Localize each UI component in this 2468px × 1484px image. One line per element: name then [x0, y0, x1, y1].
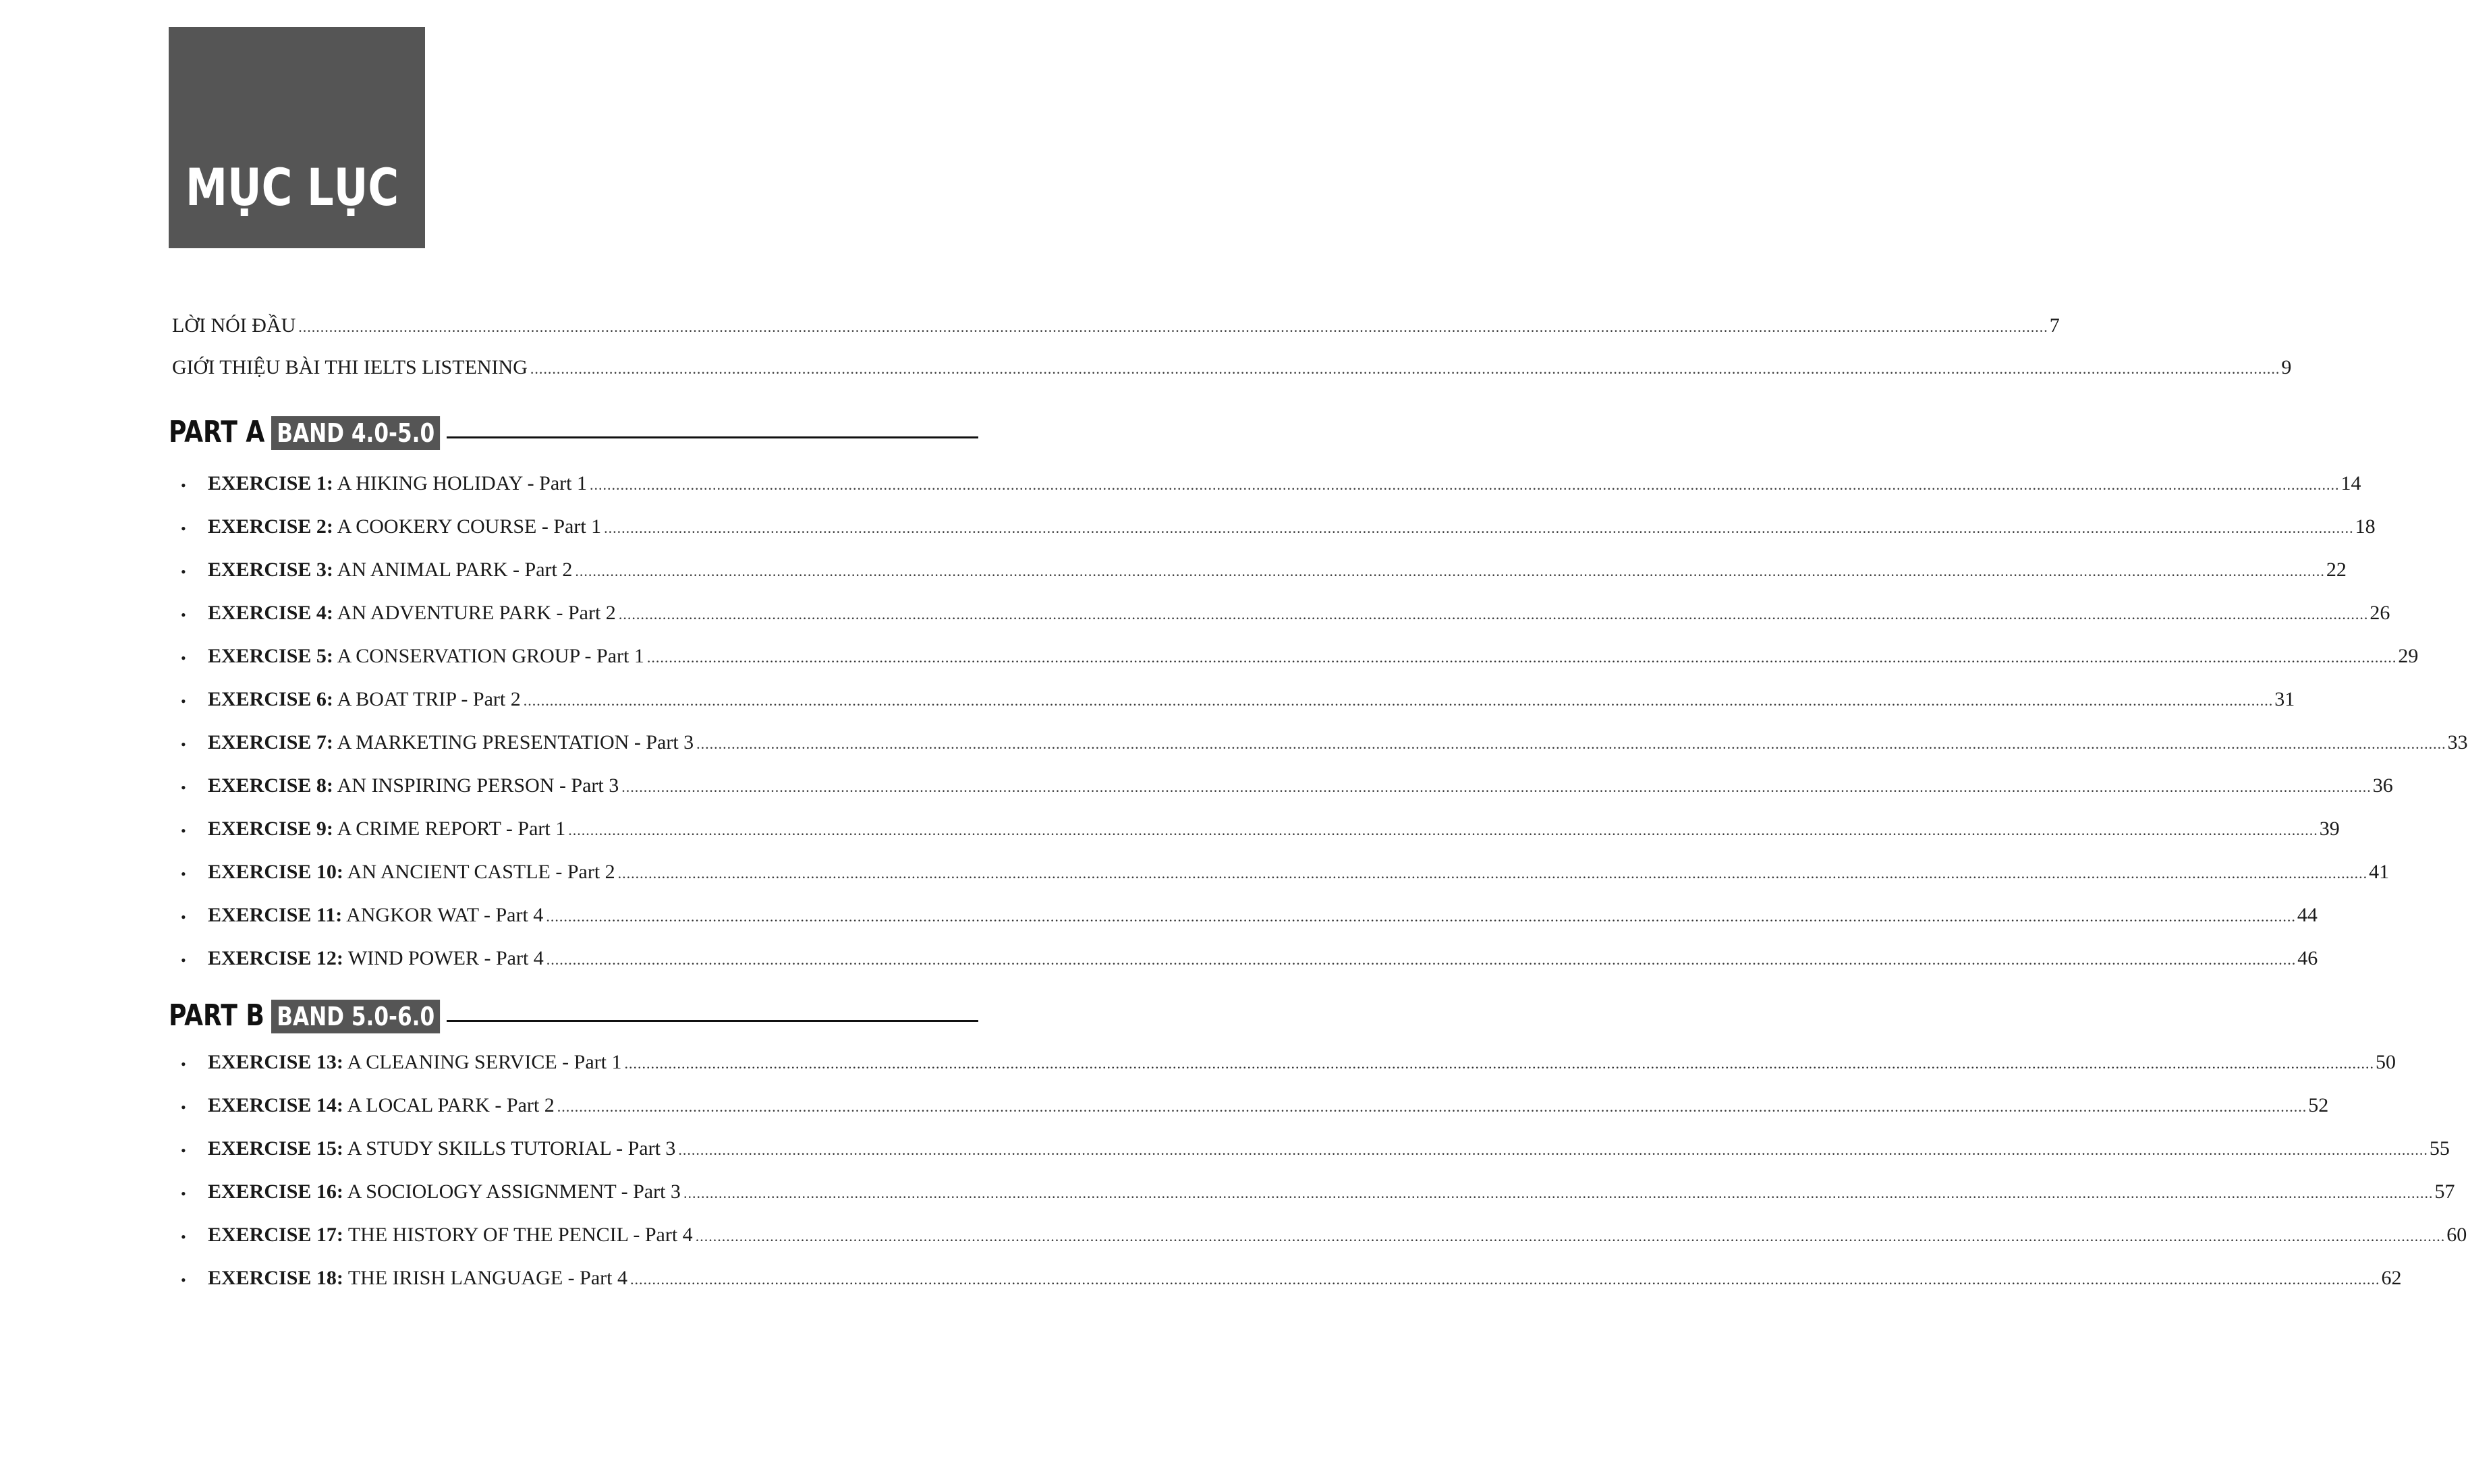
bullet-icon: • — [181, 1056, 186, 1073]
toc-exercise-label — [208, 861, 615, 884]
dot-leader: ............................................................................................................................................................................................................................................................................................................................................................................................................... — [646, 649, 2397, 666]
toc-page-number: 39 — [2319, 818, 2340, 840]
bullet-icon: • — [181, 477, 186, 494]
toc-exercise-entry[interactable] — [181, 1180, 2455, 1207]
dot-leader: ............................................................................................................................................................................................................................................................................................................................................................................................................... — [683, 1185, 2434, 1201]
exercise-number: EXERCISE 2: — [208, 515, 333, 538]
toc-page-number: 46 — [2297, 947, 2318, 969]
toc-exercise-label — [208, 1267, 627, 1290]
bullet-icon: • — [181, 1272, 186, 1288]
toc-page-number: 26 — [2369, 602, 2390, 624]
exercise-title: A COOKERY COURSE - Part 1 — [337, 515, 602, 538]
exercise-number: EXERCISE 18: — [208, 1267, 343, 1289]
toc-entry-label: LỜI NÓI ĐẦU — [172, 314, 296, 337]
bullet-icon: • — [181, 1099, 186, 1116]
toc-entry-foreword[interactable] — [172, 314, 2060, 341]
toc-exercise-entry[interactable] — [181, 731, 2468, 758]
toc-exercise-content — [208, 645, 2419, 672]
toc-page-number: 31 — [2274, 688, 2295, 710]
bullet-icon: • — [181, 952, 186, 969]
exercise-title: AN ANCIENT CASTLE - Part 2 — [347, 861, 615, 883]
dot-leader: ............................................................................................................................................................................................................................................................................................................................................................................................................... — [546, 908, 2296, 925]
exercise-title: THE HISTORY OF THE PENCIL - Part 4 — [347, 1224, 693, 1246]
toc-exercise-content — [208, 861, 2390, 888]
toc-exercise-label — [208, 472, 587, 495]
toc-exercise-entry[interactable] — [181, 1051, 2396, 1078]
toc-exercise-content — [208, 1180, 2455, 1207]
toc-page-number: 52 — [2308, 1094, 2329, 1116]
part-a-header — [169, 413, 978, 451]
title-block — [169, 27, 425, 248]
toc-exercise-label — [208, 1137, 675, 1160]
toc-exercise-content — [208, 947, 2318, 974]
bullet-icon: • — [181, 1185, 186, 1202]
toc-exercise-label — [208, 1094, 555, 1117]
band-badge: BAND 4.0-5.0 — [271, 416, 440, 450]
toc-exercise-content — [208, 904, 2318, 931]
dot-leader: ............................................................................................................................................................................................................................................................................................................................................................................................................... — [568, 822, 2318, 838]
exercise-number: EXERCISE 17: — [208, 1224, 343, 1246]
band-badge: BAND 5.0-6.0 — [271, 1000, 440, 1033]
dot-leader: ............................................................................................................................................................................................................................................................................................................................................................................................................... — [621, 778, 2372, 795]
exercise-number: EXERCISE 13: — [208, 1051, 343, 1073]
toc-exercise-entry[interactable] — [181, 559, 2347, 586]
toc-exercise-label — [208, 559, 572, 581]
exercise-title: AN INSPIRING PERSON - Part 3 — [337, 774, 619, 797]
toc-exercise-entry[interactable] — [181, 1094, 2329, 1121]
toc-page-number: 29 — [2398, 645, 2419, 667]
part-label: PART A — [169, 415, 265, 449]
toc-exercise-content — [208, 472, 2361, 499]
exercise-number: EXERCISE 16: — [208, 1180, 343, 1203]
toc-exercise-entry[interactable] — [181, 515, 2376, 542]
toc-exercise-content — [208, 818, 2340, 845]
exercise-number: EXERCISE 4: — [208, 602, 333, 624]
dot-leader: ............................................................................................................................................................................................................................................................................................................................................................................................................... — [618, 606, 2369, 623]
exercise-title: A CLEANING SERVICE - Part 1 — [347, 1051, 622, 1073]
toc-exercise-entry[interactable] — [181, 861, 2390, 888]
toc-exercise-content — [208, 1094, 2329, 1121]
section-rule — [447, 436, 978, 438]
exercise-title: A STUDY SKILLS TUTORIAL - Part 3 — [347, 1137, 676, 1160]
toc-exercise-entry[interactable] — [181, 774, 2393, 801]
exercise-title: THE IRISH LANGUAGE - Part 4 — [347, 1267, 627, 1289]
bullet-icon: • — [181, 779, 186, 796]
band-badge-wrap — [271, 416, 599, 450]
toc-page-number: 33 — [2447, 731, 2468, 753]
bullet-icon: • — [181, 822, 186, 839]
exercise-number: EXERCISE 9: — [208, 818, 333, 840]
toc-exercise-label — [208, 818, 565, 840]
toc-exercise-label — [208, 904, 543, 927]
toc-exercise-label — [208, 731, 694, 754]
dot-leader: ............................................................................................................................................................................................................................................................................................................................................................................................................... — [604, 519, 2354, 536]
exercise-number: EXERCISE 8: — [208, 774, 333, 797]
toc-exercise-entry[interactable] — [181, 472, 2361, 499]
section-rule — [447, 1020, 978, 1022]
exercise-title: AN ANIMAL PARK - Part 2 — [337, 559, 573, 581]
toc-exercise-label — [208, 1180, 681, 1203]
exercise-title: A LOCAL PARK - Part 2 — [347, 1094, 555, 1116]
toc-page-number: 22 — [2326, 559, 2347, 581]
toc-page-number: 9 — [2281, 356, 2292, 378]
toc-page-number: 50 — [2375, 1051, 2396, 1073]
toc-exercise-entry[interactable] — [181, 602, 2390, 629]
dot-leader: ............................................................................................................................................................................................................................................................................................................................................................................................................... — [575, 563, 2325, 579]
bullet-icon: • — [181, 693, 186, 710]
toc-page-number: 57 — [2434, 1180, 2455, 1203]
toc-exercise-content — [208, 731, 2468, 758]
toc-exercise-entry[interactable] — [181, 818, 2340, 845]
toc-exercise-label — [208, 688, 521, 711]
exercise-number: EXERCISE 6: — [208, 688, 333, 710]
toc-exercise-entry[interactable] — [181, 1137, 2450, 1164]
dot-leader: ............................................................................................................................................................................................................................................................................................................................................................................................................... — [678, 1141, 2428, 1158]
toc-page-number: 14 — [2340, 472, 2361, 494]
toc-exercise-entry[interactable] — [181, 947, 2318, 974]
dot-leader: ............................................................................................................................................................................................................................................................................................................................................................................................................... — [298, 318, 2048, 335]
exercise-title: A SOCIOLOGY ASSIGNMENT - Part 3 — [347, 1180, 681, 1203]
exercise-number: EXERCISE 12: — [208, 947, 343, 969]
exercise-number: EXERCISE 15: — [208, 1137, 343, 1160]
toc-exercise-label — [208, 645, 644, 668]
exercise-title: ANGKOR WAT - Part 4 — [346, 904, 544, 926]
exercise-number: EXERCISE 1: — [208, 472, 333, 494]
toc-entry-label: GIỚI THIỆU BÀI THI IELTS LISTENING — [172, 356, 528, 378]
bullet-icon: • — [181, 606, 186, 623]
exercise-title: A CRIME REPORT - Part 1 — [337, 818, 566, 840]
toc-exercise-content — [208, 688, 2295, 715]
dot-leader: ............................................................................................................................................................................................................................................................................................................................................................................................................... — [696, 735, 2446, 752]
toc-exercise-entry[interactable] — [181, 904, 2318, 931]
exercise-title: WIND POWER - Part 4 — [347, 947, 544, 969]
toc-page-number: 36 — [2372, 774, 2393, 797]
exercise-number: EXERCISE 7: — [208, 731, 333, 753]
toc-entry-introduction[interactable] — [172, 356, 2292, 383]
toc-exercise-content — [208, 559, 2347, 586]
toc-exercise-content — [208, 515, 2376, 542]
toc-exercise-label — [208, 602, 616, 625]
toc-exercise-label — [208, 515, 601, 538]
bullet-icon: • — [181, 1228, 186, 1245]
dot-leader: ............................................................................................................................................................................................................................................................................................................................................................................................................... — [530, 360, 2280, 377]
dot-leader: ............................................................................................................................................................................................................................................................................................................................................................................................................... — [557, 1098, 2307, 1115]
toc-exercise-label — [208, 1051, 621, 1074]
dot-leader: ............................................................................................................................................................................................................................................................................................................................................................................................................... — [629, 1271, 2380, 1288]
exercise-number: EXERCISE 10: — [208, 861, 343, 883]
toc-exercise-label — [208, 1224, 693, 1247]
toc-exercise-label — [208, 774, 619, 797]
bullet-icon: • — [181, 563, 186, 580]
dot-leader: ............................................................................................................................................................................................................................................................................................................................................................................................................... — [589, 476, 2340, 493]
bullet-icon: • — [181, 736, 186, 753]
toc-exercise-content — [208, 1051, 2396, 1078]
toc-exercise-content — [208, 1267, 2402, 1294]
toc-page-number: 18 — [2355, 515, 2376, 538]
toc-exercise-entry[interactable] — [181, 1267, 2402, 1294]
toc-page-number: 7 — [2049, 314, 2060, 337]
exercise-title: A CONSERVATION GROUP - Part 1 — [337, 645, 644, 667]
toc-exercise-content — [208, 1224, 2467, 1251]
exercise-number: EXERCISE 3: — [208, 559, 333, 581]
bullet-icon: • — [181, 865, 186, 882]
bullet-icon: • — [181, 520, 186, 537]
exercise-title: A MARKETING PRESENTATION - Part 3 — [337, 731, 694, 753]
toc-exercise-content — [208, 602, 2390, 629]
dot-leader: ............................................................................................................................................................................................................................................................................................................................................................................................................... — [695, 1228, 2446, 1245]
part-label: PART B — [169, 998, 264, 1033]
exercise-number: EXERCISE 14: — [208, 1094, 343, 1116]
page-title: MỤC LỤC — [186, 157, 399, 217]
exercise-title: AN ADVENTURE PARK - Part 2 — [337, 602, 616, 624]
exercise-number: EXERCISE 11: — [208, 904, 343, 926]
toc-exercise-entry[interactable] — [181, 645, 2419, 672]
toc-exercise-content — [208, 1137, 2450, 1164]
toc-exercise-entry[interactable] — [181, 1224, 2467, 1251]
toc-page-number: 60 — [2446, 1224, 2467, 1246]
toc-page-number: 41 — [2369, 861, 2390, 883]
dot-leader: ............................................................................................................................................................................................................................................................................................................................................................................................................... — [617, 865, 2368, 882]
exercise-title: A BOAT TRIP - Part 2 — [337, 688, 521, 710]
dot-leader: ............................................................................................................................................................................................................................................................................................................................................................................................................... — [523, 692, 2274, 709]
exercise-title: A HIKING HOLIDAY - Part 1 — [337, 472, 587, 494]
dot-leader: ............................................................................................................................................................................................................................................................................................................................................................................................................... — [624, 1055, 2374, 1072]
toc-exercise-entry[interactable] — [181, 688, 2295, 715]
bullet-icon: • — [181, 1142, 186, 1159]
toc-page-number: 62 — [2381, 1267, 2402, 1289]
bullet-icon: • — [181, 909, 186, 925]
bullet-icon: • — [181, 650, 186, 666]
dot-leader: ............................................................................................................................................................................................................................................................................................................................................................................................................... — [546, 951, 2297, 968]
band-badge-wrap — [271, 1000, 599, 1033]
toc-exercise-label — [208, 947, 544, 970]
toc-page-number: 55 — [2429, 1137, 2450, 1160]
toc-exercise-content — [208, 774, 2393, 801]
toc-page-number: 44 — [2297, 904, 2318, 926]
part-b-header — [169, 997, 978, 1035]
exercise-number: EXERCISE 5: — [208, 645, 333, 667]
